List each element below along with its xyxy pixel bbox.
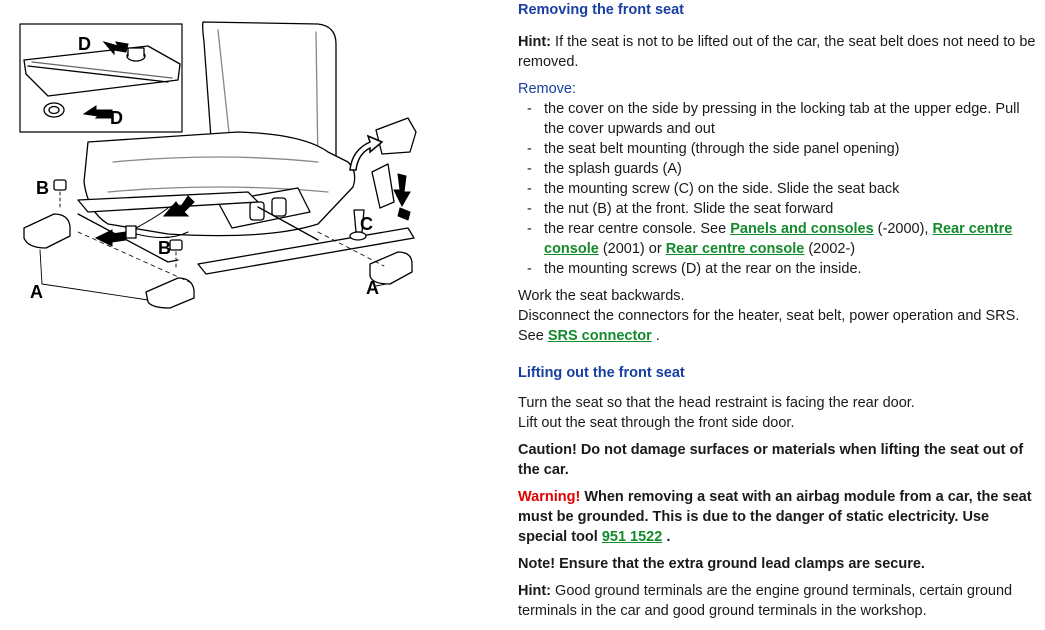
label-a-right: A — [366, 278, 379, 298]
seat-removal-diagram — [18, 2, 438, 312]
console-mid2: (2001) or — [598, 241, 666, 257]
warning-label: Warning! — [518, 489, 581, 505]
list-item-console — [518, 219, 1038, 259]
list-item: - the mounting screw (C) on the side. Slide the seat back — [518, 179, 1038, 199]
heading-lifting-out-front-seat: Lifting out the front seat — [518, 365, 685, 381]
list-item: - the nut (B) at the front. Slide the seat forward — [518, 199, 1038, 219]
instruction-text — [518, 0, 1038, 621]
link-rear-centre-console-2002[interactable]: Rear centre console — [665, 241, 805, 257]
remove-list — [518, 99, 1038, 279]
label-d-top: D — [78, 34, 91, 54]
list-item: - the cover on the side by pressing in the locking tab at the upper edge. Pull the cover upwards and out — [518, 99, 1038, 139]
label-d-bottom: D — [110, 108, 123, 128]
note-text: Note! Ensure that the extra ground lead clamps are secure. — [518, 556, 925, 572]
console-post: (2002-) — [804, 241, 856, 257]
list-item: - the splash guards (A) — [518, 159, 1038, 179]
hint-label: Hint: — [518, 34, 552, 50]
label-c: C — [360, 214, 373, 234]
list-item: - the seat belt mounting (through the side panel opening) — [518, 139, 1038, 159]
link-srs-connector[interactable]: SRS connector — [547, 328, 652, 344]
turn-seat-text: Turn the seat so that the head restraint is facing the rear door. — [518, 395, 915, 411]
console-pre: the rear centre console. See — [544, 221, 731, 237]
label-b-mid: B — [158, 238, 171, 258]
hint2-text: Good ground terminals are the engine ground terminals, certain ground terminals in the car and good ground terminals in the workshop. — [518, 583, 1013, 619]
list-item: - the mounting screws (D) at the rear on the inside. — [518, 259, 1038, 279]
lift-seat-text: Lift out the seat through the front side door. — [518, 415, 795, 431]
remove-label: Remove: — [518, 81, 577, 97]
heading-removing-front-seat: Removing the front seat — [518, 2, 684, 18]
link-special-tool-951-1522[interactable]: 951 1522 — [601, 529, 663, 545]
hint2-paragraph — [518, 581, 1038, 621]
warning-paragraph — [518, 487, 1038, 547]
console-mid1: (-2000), — [873, 221, 933, 237]
disconnect-end: . — [651, 328, 660, 344]
hint2-label: Hint: — [518, 583, 552, 599]
label-a-left: A — [30, 282, 43, 302]
warning-text: When removing a seat with an airbag module from a car, the seat must be grounded. This is due to the danger of static electricity. Use special tool — [518, 489, 1032, 545]
link-panels-and-consoles[interactable]: Panels and consoles — [730, 221, 874, 237]
disconnect-text: Disconnect the connectors for the heater, seat belt, power operation and SRS. See — [518, 308, 1020, 344]
work-seat-backwards: Work the seat backwards. — [518, 288, 685, 304]
hint-text: If the seat is not to be lifted out of the car, the seat belt does not need to be removed. — [518, 34, 1036, 70]
warning-end: . — [662, 529, 671, 545]
disconnect-paragraph — [518, 306, 1038, 346]
caution-text: Caution! Do not damage surfaces or materials when lifting the seat out of the car. — [518, 442, 1024, 478]
hint-paragraph — [518, 32, 1038, 72]
label-b-left: B — [36, 178, 49, 198]
link-rear-centre-console-2001[interactable]: Rear centre console — [544, 221, 1013, 257]
